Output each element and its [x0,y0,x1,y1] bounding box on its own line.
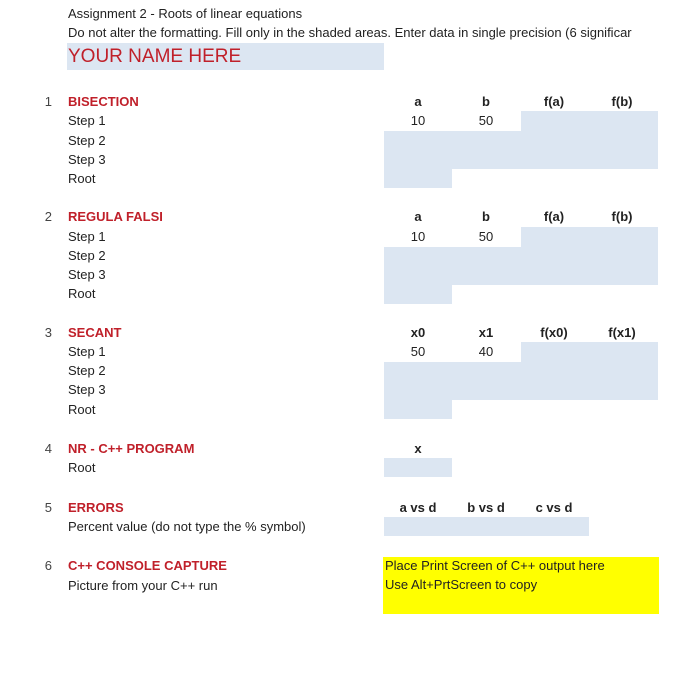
section-2-number: 2 [44,209,52,224]
section-1-number: 1 [44,94,52,109]
errors-title: ERRORS [68,500,124,515]
regula-steps-input[interactable] [384,247,658,285]
bisection-b-value: 50 [478,113,494,128]
assignment-title: Assignment 2 - Roots of linear equations [68,6,303,21]
bisection-a-value: 10 [410,113,426,128]
capture-instruction-line2: Use Alt+PrtScreen to copy [385,577,538,592]
secant-x0-value: 50 [410,344,426,359]
section-4-number: 4 [44,441,52,456]
nr-root-input[interactable] [384,458,452,477]
nr-col-x: x [414,441,422,456]
secant-steps-input[interactable] [384,362,658,400]
regula-title: REGULA FALSI [68,209,163,224]
secant-col-fx1: f(x1) [608,325,636,340]
capture-instruction-line1: Place Print Screen of C++ output here [385,558,605,573]
bisection-col-fb: f(b) [611,94,633,109]
section-6-number: 6 [44,558,52,573]
secant-step1-input[interactable] [521,342,658,362]
bisection-col-b: b [482,94,490,109]
bisection-root-input[interactable] [384,169,452,188]
bisection-col-fa: f(a) [543,94,565,109]
bisection-col-a: a [414,94,422,109]
secant-x1-value: 40 [478,344,494,359]
secant-col-fx0: f(x0) [540,325,568,340]
secant-row-step1: Step 1 [68,344,106,359]
bisection-row-step1: Step 1 [68,113,106,128]
regula-col-fa: f(a) [543,209,565,224]
bisection-title: BISECTION [68,94,139,109]
regula-row-root: Root [68,286,96,301]
regula-col-b: b [482,209,490,224]
instructions-text: Do not alter the formatting. Fill only in the shaded areas. Enter data in single precision (6 significar [68,25,632,40]
name-placeholder: YOUR NAME HERE [68,46,242,67]
bisection-row-step3: Step 3 [68,152,106,167]
regula-row-step2: Step 2 [68,248,106,263]
regula-root-input[interactable] [384,285,452,304]
errors-col-a-vs-d: a vs d [399,500,437,515]
nr-row-root: Root [68,460,96,475]
errors-col-b-vs-d: b vs d [467,500,505,515]
secant-row-root: Root [68,402,96,417]
secant-col-x0: x0 [410,325,426,340]
errors-col-c-vs-d: c vs d [535,500,573,515]
secant-root-input[interactable] [384,400,452,419]
regula-col-a: a [414,209,422,224]
secant-col-x1: x1 [478,325,494,340]
secant-row-step2: Step 2 [68,363,106,378]
errors-row-percent: Percent value (do not type the % symbol) [68,519,306,534]
regula-col-fb: f(b) [611,209,633,224]
bisection-steps-input[interactable] [384,131,658,169]
capture-title: C++ CONSOLE CAPTURE [68,558,227,573]
regula-a-value: 10 [410,229,426,244]
capture-row-picture: Picture from your C++ run [68,578,218,593]
regula-b-value: 50 [478,229,494,244]
bisection-row-step2: Step 2 [68,133,106,148]
bisection-row-root: Root [68,171,96,186]
bisection-step1-input[interactable] [521,111,658,131]
regula-step1-input[interactable] [521,227,658,247]
section-5-number: 5 [44,500,52,515]
regula-row-step3: Step 3 [68,267,106,282]
nr-title: NR - C++ PROGRAM [68,441,195,456]
secant-row-step3: Step 3 [68,382,106,397]
regula-row-step1: Step 1 [68,229,106,244]
secant-title: SECANT [68,325,122,340]
section-3-number: 3 [44,325,52,340]
errors-input[interactable] [384,517,589,536]
